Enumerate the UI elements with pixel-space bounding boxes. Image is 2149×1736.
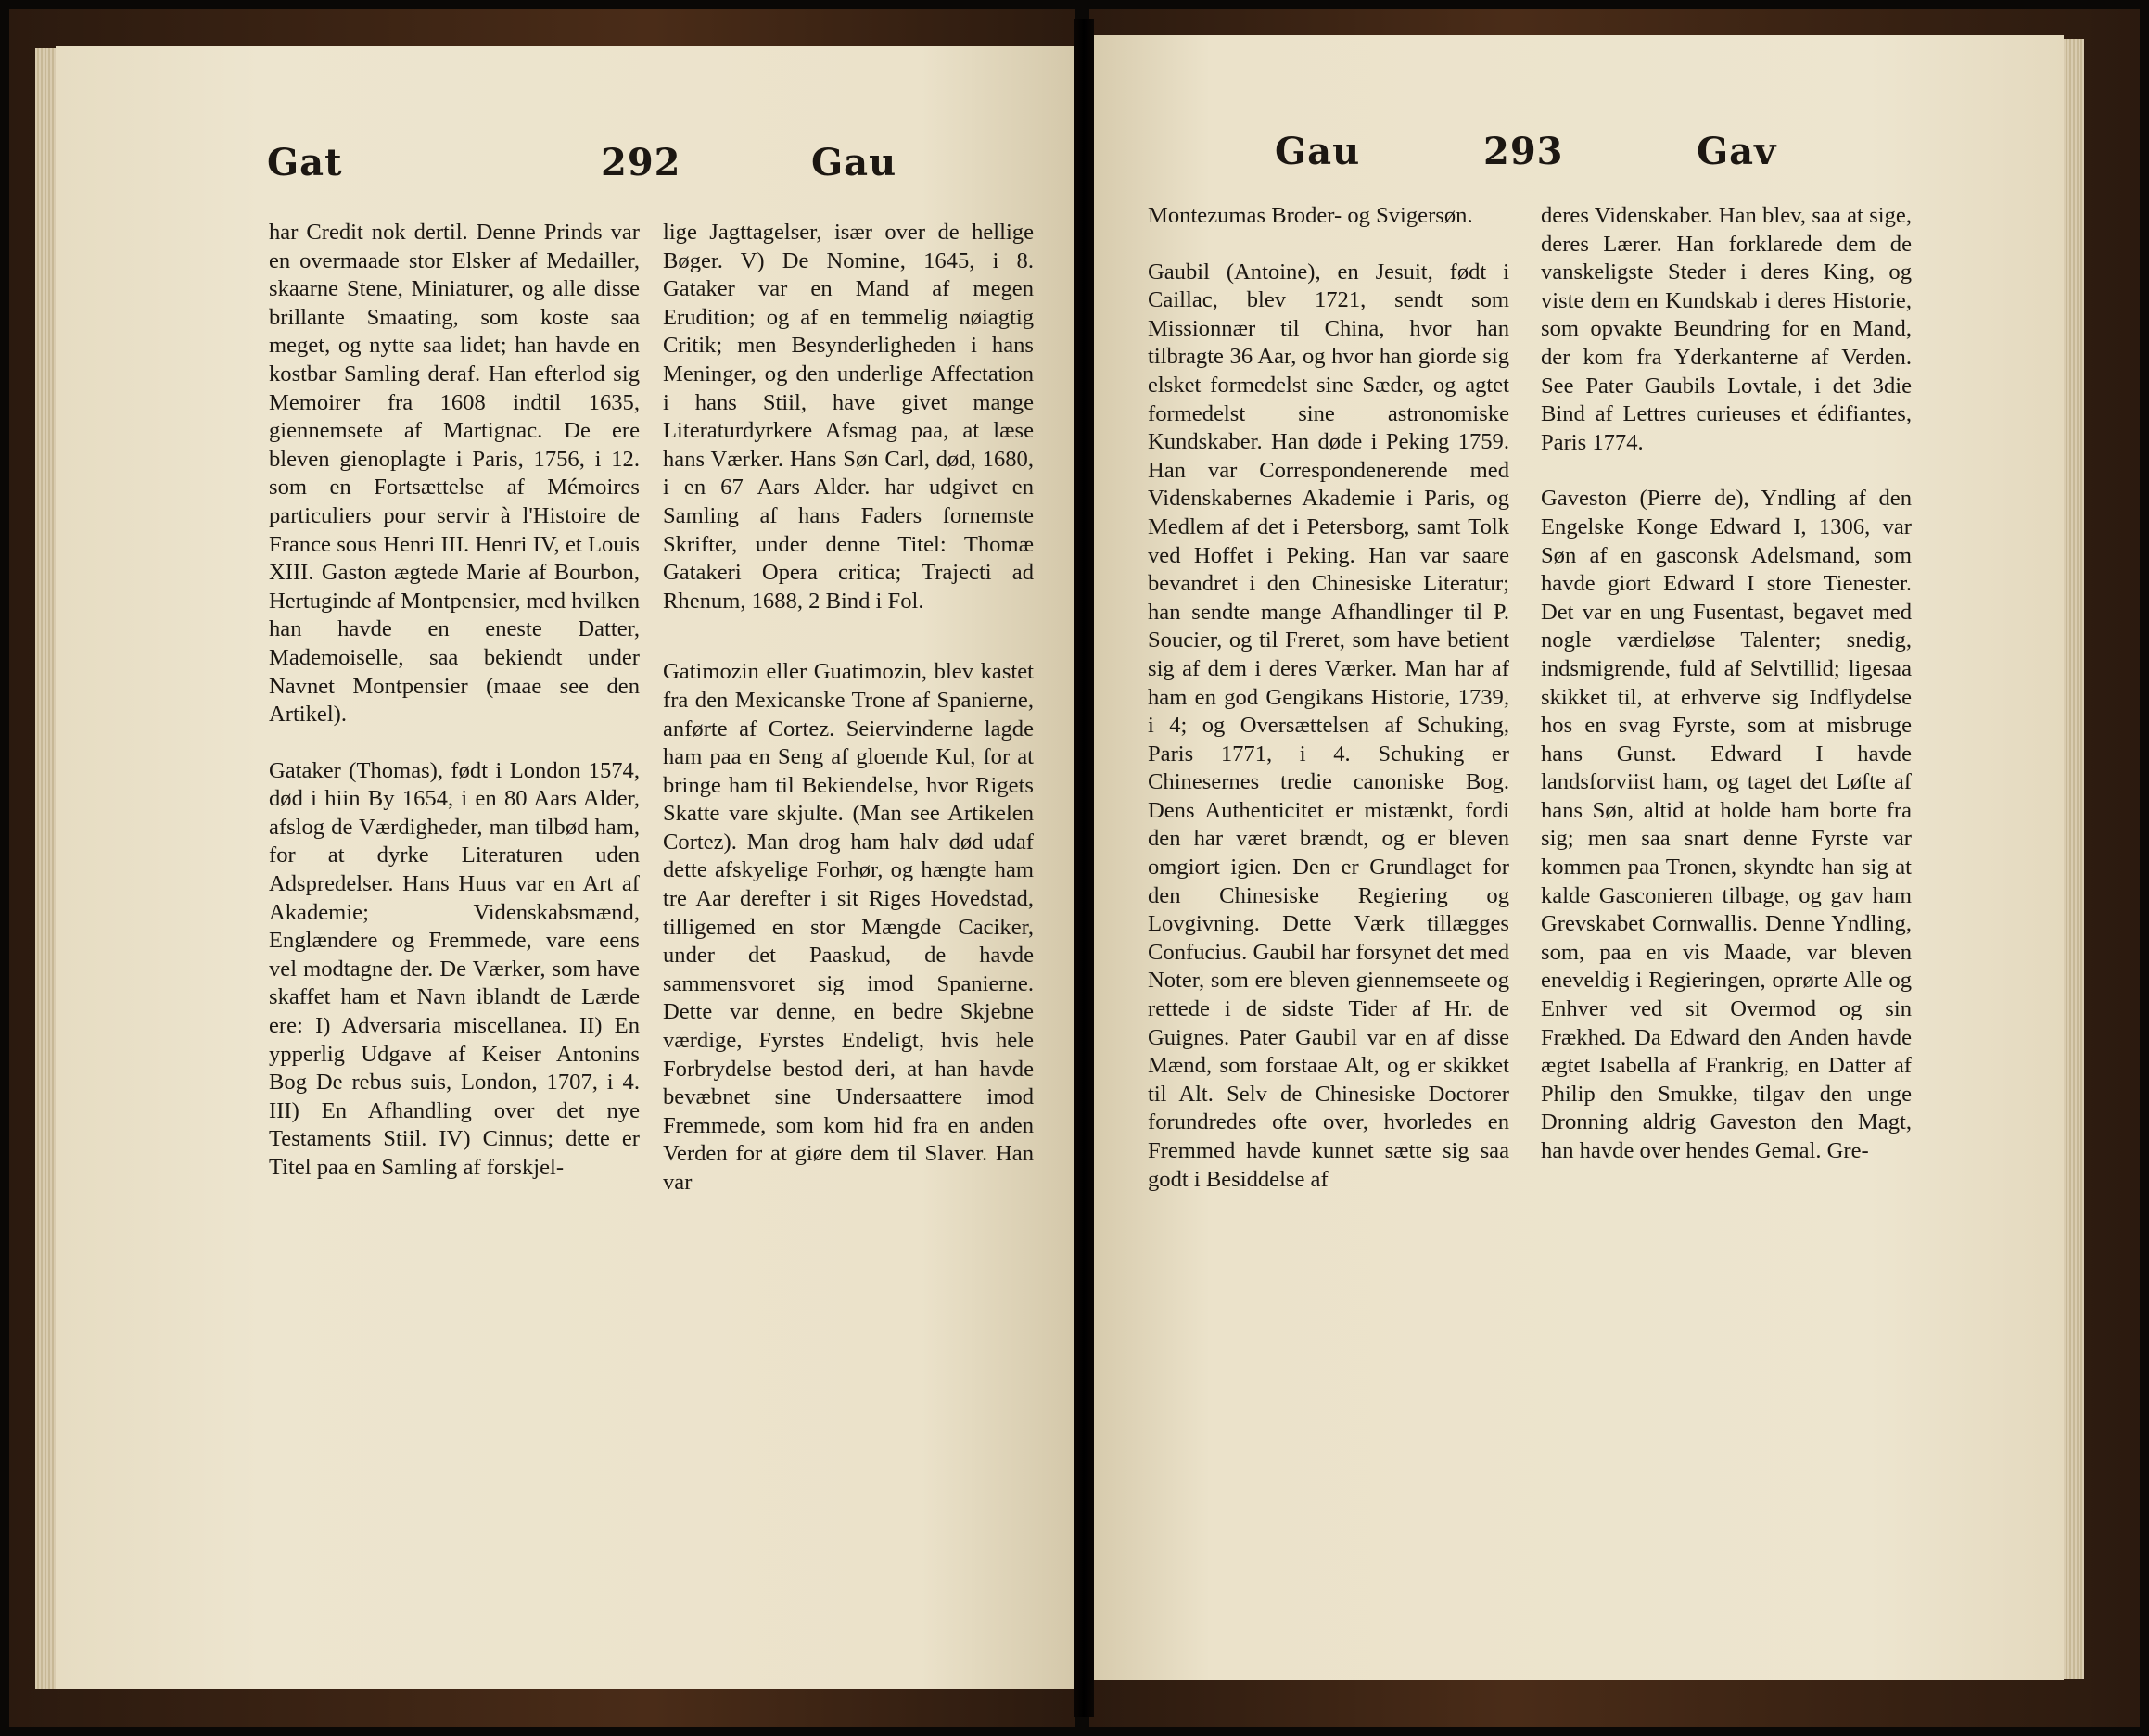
right-page-number: 293	[1483, 130, 1564, 173]
entry-gaubil: Gaubil (Antoine), en Jesuit, født i Caillac, blev 1721, sendt som Missionnær til China, hvor han tilbragte 36 Aar, og hvor han giorde sig elsket formedelst sine Sæder, og agtet formedelst sine astronomiske Kundskaber. Han døde i Peking 1759. Han var Correspondenerende med Videnskabernes Akademie i Paris, og Medlem af det i Petersborg, samt Tolk ved Hoffet i Peking. Han var saare bevandret i den Chinesiske Literatur; han sendte mange Afhandlinger til P. Soucier, og til Freret, som have betient sig af dem i deres Værker. Man har af ham en god Gengikans Historie, 1739, i 4; og Oversættelsen af Schuking, Paris 1771, i 4. Schuking er Chinesernes tredie canoniske Bog. Dens Authenticitet er mistænkt, fordi den har været brændt, og er bleven omgiort igien. Den er Grundlaget for den Chinesiske Regiering og Lovgivning. Dette Værk tillægges Confucius. Gaubil har forsynet det med Noter, som ere bleven giennemseete og rettede i de sidste Tider af Hr. de Guignes. Pater Gaubil var en af disse Mænd, som forstaae Alt, og er skikket til Alt. Selv de Chinesiske Doctorer forundredes ofte over, hvorledes en Fremmed havde kunnet sætte sig saa godt i Besiddelse af	[1148, 259, 1509, 1192]
left-page-header-right-word: Gau	[811, 141, 897, 184]
right-page-header-left-word: Gau	[1275, 130, 1361, 173]
entry-gaubil-continued: deres Videnskaber. Han blev, saa at sige, deres Lærer. Han forklarede dem de vanskeligste Steder i deres King, og viste dem en Kundskab i deres Historie, som opvakte Beundring for en Mand, der kom fra Yderkanterne af Verden. See Pater Gaubils Lovtale, i det 3die Bind af Lettres curieuses et édifiantes, Paris 1774.	[1541, 203, 1912, 455]
entry-gaveston: Gaveston (Pierre de), Yndling af den Engelske Konge Edward I, 1306, var Søn af en gasconsk Adelsmand, som havde giort Edward I store Tienester. Det var en ung Fusentast, begavet med nogle værdieløse Talenter; snedig, indsmigrende, fuld af Selvtillid; ligesaa skikket til, at erhverve sig Indflydelse hos en svag Fyrste, som at misbruge hans Gunst. Edward I havde landsforviist ham, og taget det Løfte af hans Søn, altid at holde ham borte fra sig; men saa snart denne Fyrste var kommen paa Tronen, skyndte han sig at kalde Gasconieren tilbage, og gav ham Grevskabet Cornwallis. Denne Yndling, som, paa en vis Maade, var bleven eneveldig i Regieringen, oprørte Alle og Enhver ved sit Overmod og sin Frækhed. Da Edward den Anden havde ægtet Isabella af Frankrig, en Datter af Philip den Smukke, tilgav den unge Dronning aldrig Gaveston den Magt, han havde over hendes Gemal. Gre-	[1541, 486, 1912, 1163]
entry-gatimozin-continued: Montezumas Broder- og Svigersøn.	[1148, 203, 1473, 228]
left-page-number: 292	[601, 141, 681, 184]
left-page-column-2	[663, 219, 1034, 1197]
right-page-column-2	[1541, 202, 1912, 1166]
left-page-header-left-word: Gat	[267, 141, 343, 184]
left-page-column-1	[269, 219, 640, 1183]
entry-gataker: Gataker (Thomas), født i London 1574, død i hiin By 1654, i en 80 Aars Alder, afslog de Værdigheder, man tilbød ham, for at dyrke Literaturen uden Adspredelser. Hans Huus var en Art af Akademie; Videnskabsmænd, Englændere og Fremmede, vare eens vel modtagne der. De Værker, som have skaffet ham et Navn iblandt de Lærde ere: I) Adversaria miscellanea. II) En ypperlig Udgave af Keiser Antonins Bog De rebus suis, London, 1707, i 4. III) En Afhandling over det nye Testaments Stiil. IV) Cinnus; dette er Titel paa en Samling af forskjel-	[269, 757, 640, 1180]
left-page	[56, 46, 1074, 1689]
book-gutter	[1074, 19, 1094, 1717]
entry-gataker-continued: lige Jagttagelser, især over de hellige Bøger. V) De Nomine, 1645, i 8. Gataker var en Mand af megen Erudition; og af en temmelig nøiagtig Critik; men Besynderligheden i hans Meninger, og den underlige Affectation i hans Stiil, have givet mange Literaturdyrkere Afsmag paa, at læse hans Værker. Hans Søn Carl, død, 1680, i en 67 Aars Alder. har udgivet en Samling af hans Faders fornemste Skrifter, under denne Titel: Thomæ Gatakeri Opera critica; Trajecti ad Rhenum, 1688, 2 Bind i Fol.	[663, 220, 1034, 614]
right-page-header-right-word: Gav	[1697, 130, 1777, 173]
entry-gaston-continued: har Credit nok dertil. Denne Prinds var en overmaade stor Elsker af Medailler, skaarne Stene, Miniaturer, og alle disse brillante Smaating, som koste saa meget, og nytte saa lidet; han havde en kostbar Samling deraf. Han efterlod sig Memoirer fra 1608 indtil 1635, giennemsete af Martignac. De ere bleven gienoplagte i Paris, 1756, i 12. som en Fortsættelse af Mémoires particuliers pour servir à l'Histoire de France sous Henri III. Henri IV, et Louis XIII. Gaston ægtede Marie af Bourbon, Hertuginde af Montpensier, med hvilken han havde en eneste Datter, Mademoiselle, saa bekiendt under Navnet Montpensier (maae see den Artikel).	[269, 220, 640, 728]
right-page-column-1	[1148, 202, 1509, 1194]
right-page	[1094, 35, 2064, 1680]
entry-gatimozin: Gatimozin eller Guatimozin, blev kastet fra den Mexicanske Trone af Spanierne, anførte af Cortez. Seiervinderne lagde ham paa en Seng af gloende Kul, for at bringe ham til Bekiendelse, hvor Rigets Skatte vare skjulte. (Man see Artikelen Cortez). Man drog ham halv død udaf dette afskyelige Forhør, og hængte ham tre Aar derefter i sit Riges Hovedstad, tilligemed en stor Mængde Caciker, under det Paaskud, de havde sammensvoret sig imod Spanierne. Dette var denne, en bedre Skjebne værdige, Fyrstes Endeligt, hvis hele Forbrydelse bestod deri, at han havde bevæbnet sine Undersaattere imod Fremmede, som kom hid fra en anden Verden for at giøre dem til Slaver. Han var	[663, 659, 1034, 1195]
